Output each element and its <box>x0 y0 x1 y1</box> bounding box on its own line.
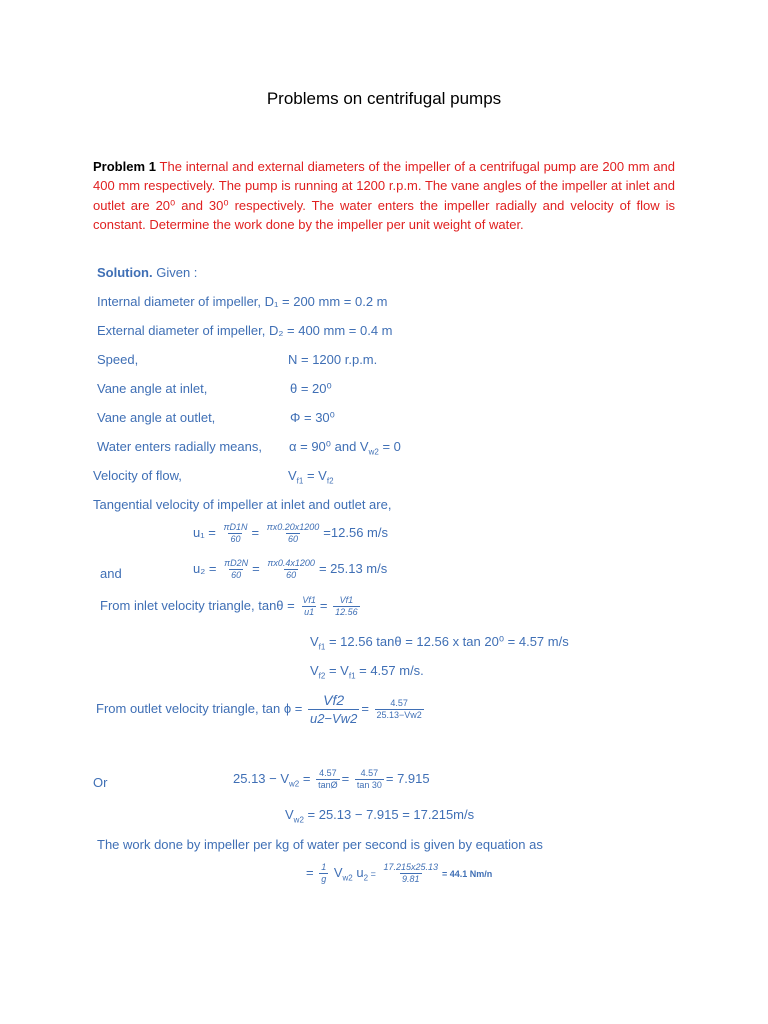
problem-statement <box>93 157 675 235</box>
vf2-result: $V_{f2} = V_{f1} = 4.57$ m/s. <box>310 663 424 681</box>
page-title: Problems on centrifugal pumps <box>266 89 502 108</box>
outlet-angle-label: Vane angle at outlet, <box>97 410 216 425</box>
speed-value: N = 1200 r.p.m. <box>288 352 378 367</box>
tangential-line: Tangential velocity of impeller at inlet and outlet are, <box>93 497 392 512</box>
flow-value: $V_{f1} = V_{f2}$ <box>288 468 334 486</box>
solution-heading: Solution. <box>97 265 153 280</box>
vf1-result: $V_{f1} = 12.56$ tanθ = 12.56 x tan 20⁰ = 4.57 m/s <box>310 634 569 652</box>
vw2-equation: $25.13 - V_{w2}$ = $\frac{4.57}{\tan Ø}$ = $\frac{4.57}{\tan 30}$ = 7.915 <box>233 768 430 790</box>
problem-label: Problem 1 <box>93 159 157 174</box>
and-label: and <box>100 566 122 581</box>
inlet-angle-value: θ = 20⁰ <box>290 381 332 396</box>
radial-value: α = 90⁰ and $V_{w2} = 0$ <box>289 439 401 457</box>
problem-text: The internal and external diameters of the impeller of a centrifugal pump are 200 mm and 400 mm respectively. The pump is running at 1200 r.p.m. The vane angles of the impeller at inlet and outlet are 20⁰ and 30⁰ respectively. The water enters the impeller radially and velocity of flow is constant. Determine the work done by the impeller per unit weight of water. <box>93 159 675 233</box>
u1-equation: u₁ = $\frac{\pi D1N}{60}$ = $\frac{\pi x0.20x1200}{60}$ =12.56 m/s <box>193 522 388 544</box>
speed-label: Speed, <box>97 352 139 367</box>
external-diameter: External diameter of impeller, D₂ = 400 mm = 0.4 m <box>97 323 393 338</box>
vw2-final: $V_{w2} = 25.13 - 7.915 = 17.215m/s$ <box>285 807 475 825</box>
solution-heading-line <box>97 265 197 280</box>
radial-label: Water enters radially means, <box>97 439 262 454</box>
flow-label: Velocity of flow, <box>93 468 182 483</box>
work-text: The work done by impeller per kg of water per second is given by equation as <box>97 837 543 852</box>
internal-diameter: Internal diameter of impeller, D₁ = 200 mm = 0.2 m <box>97 294 388 309</box>
outlet-triangle-eq: From outlet velocity triangle, tan ϕ = $\frac{Vf2}{u2-Vw2}$ = $\frac{4.57}{25.13-Vw2}$ <box>96 692 422 726</box>
inlet-triangle-eq: From inlet velocity triangle, tanθ = $\frac{Vf1}{u1}$ = $\frac{Vf1}{12.56}$ <box>100 595 358 617</box>
u2-equation: u₂ = $\frac{\pi D2N}{60}$ = $\frac{\pi x0.4x1200}{60}$ = 25.13 m/s <box>193 558 388 580</box>
work-equation: = $\frac{1}{g}$ $V_{w2}$ $u_2$ = $\frac{17.215x25.13}{9.81}$ = 44.1 Nm/n <box>306 862 493 884</box>
or-label: Or <box>93 775 108 790</box>
solution-given: Given : <box>152 265 198 280</box>
outlet-angle-value: Φ = 30⁰ <box>290 410 335 425</box>
inlet-angle-label: Vane angle at inlet, <box>97 381 208 396</box>
